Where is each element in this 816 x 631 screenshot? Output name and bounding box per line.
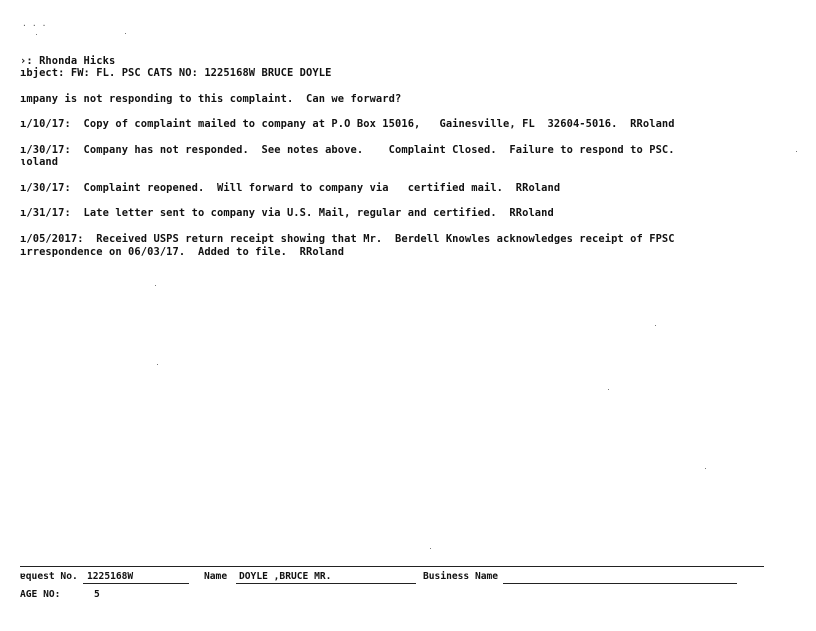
name-value: DOYLE ,BRUCE MR. xyxy=(239,571,332,582)
log-entry-5-continued: ırrespondence on 06/03/17. Added to file. RRoland xyxy=(20,246,345,258)
memo-subject: ıbject: FW: FL. PSC CATS NO: 1225168W BRUCE DOYLE xyxy=(20,67,332,79)
log-entry-2: ı/30/17: Company has not responded. See notes above. Complaint Closed. Failure to respond to PSC. xyxy=(20,144,675,156)
name-underline xyxy=(236,583,416,584)
memo-from: ›: Rhonda Hicks xyxy=(20,55,116,67)
header-marks: · · · xyxy=(22,21,47,30)
request-number-value: 1225168W xyxy=(87,571,134,582)
page-number-label: ΑGE NO: xyxy=(20,589,61,600)
request-number-underline xyxy=(83,583,189,584)
page-number-value: 5 xyxy=(94,589,100,600)
memo-body: ımpany is not responding to this complaint. Can we forward? xyxy=(20,93,402,105)
log-entry-1: ı/10/17: Copy of complaint mailed to company at P.O Box 15016, Gainesville, FL 32604-5016. RRoland xyxy=(20,118,675,130)
scan-speck xyxy=(608,389,609,390)
log-entry-4: ı/31/17: Late letter sent to company via U.S. Mail, regular and certified. RRoland xyxy=(20,207,554,219)
log-entry-3: ı/30/17: Complaint reopened. Will forward to company via certified mail. RRoland xyxy=(20,182,561,194)
log-entry-5: ı/05/2017: Received USPS return receipt showing that Mr. Berdell Knowles acknowledges receipt of FPSC xyxy=(20,233,675,245)
request-number-label: ɐquest No. xyxy=(20,571,78,582)
scan-speck xyxy=(157,364,158,365)
name-label: Name xyxy=(204,571,228,582)
footer-rule xyxy=(20,566,764,567)
scan-speck xyxy=(430,548,431,549)
business-name-underline xyxy=(503,583,737,584)
scan-speck xyxy=(655,325,656,326)
scan-speck xyxy=(155,285,156,286)
scan-speck xyxy=(705,468,706,469)
scan-speck xyxy=(36,34,37,35)
scan-speck xyxy=(796,151,797,152)
business-name-label: Business Name xyxy=(423,571,499,582)
scan-speck xyxy=(125,33,126,34)
log-entry-2-continued: ιoland xyxy=(20,156,59,168)
